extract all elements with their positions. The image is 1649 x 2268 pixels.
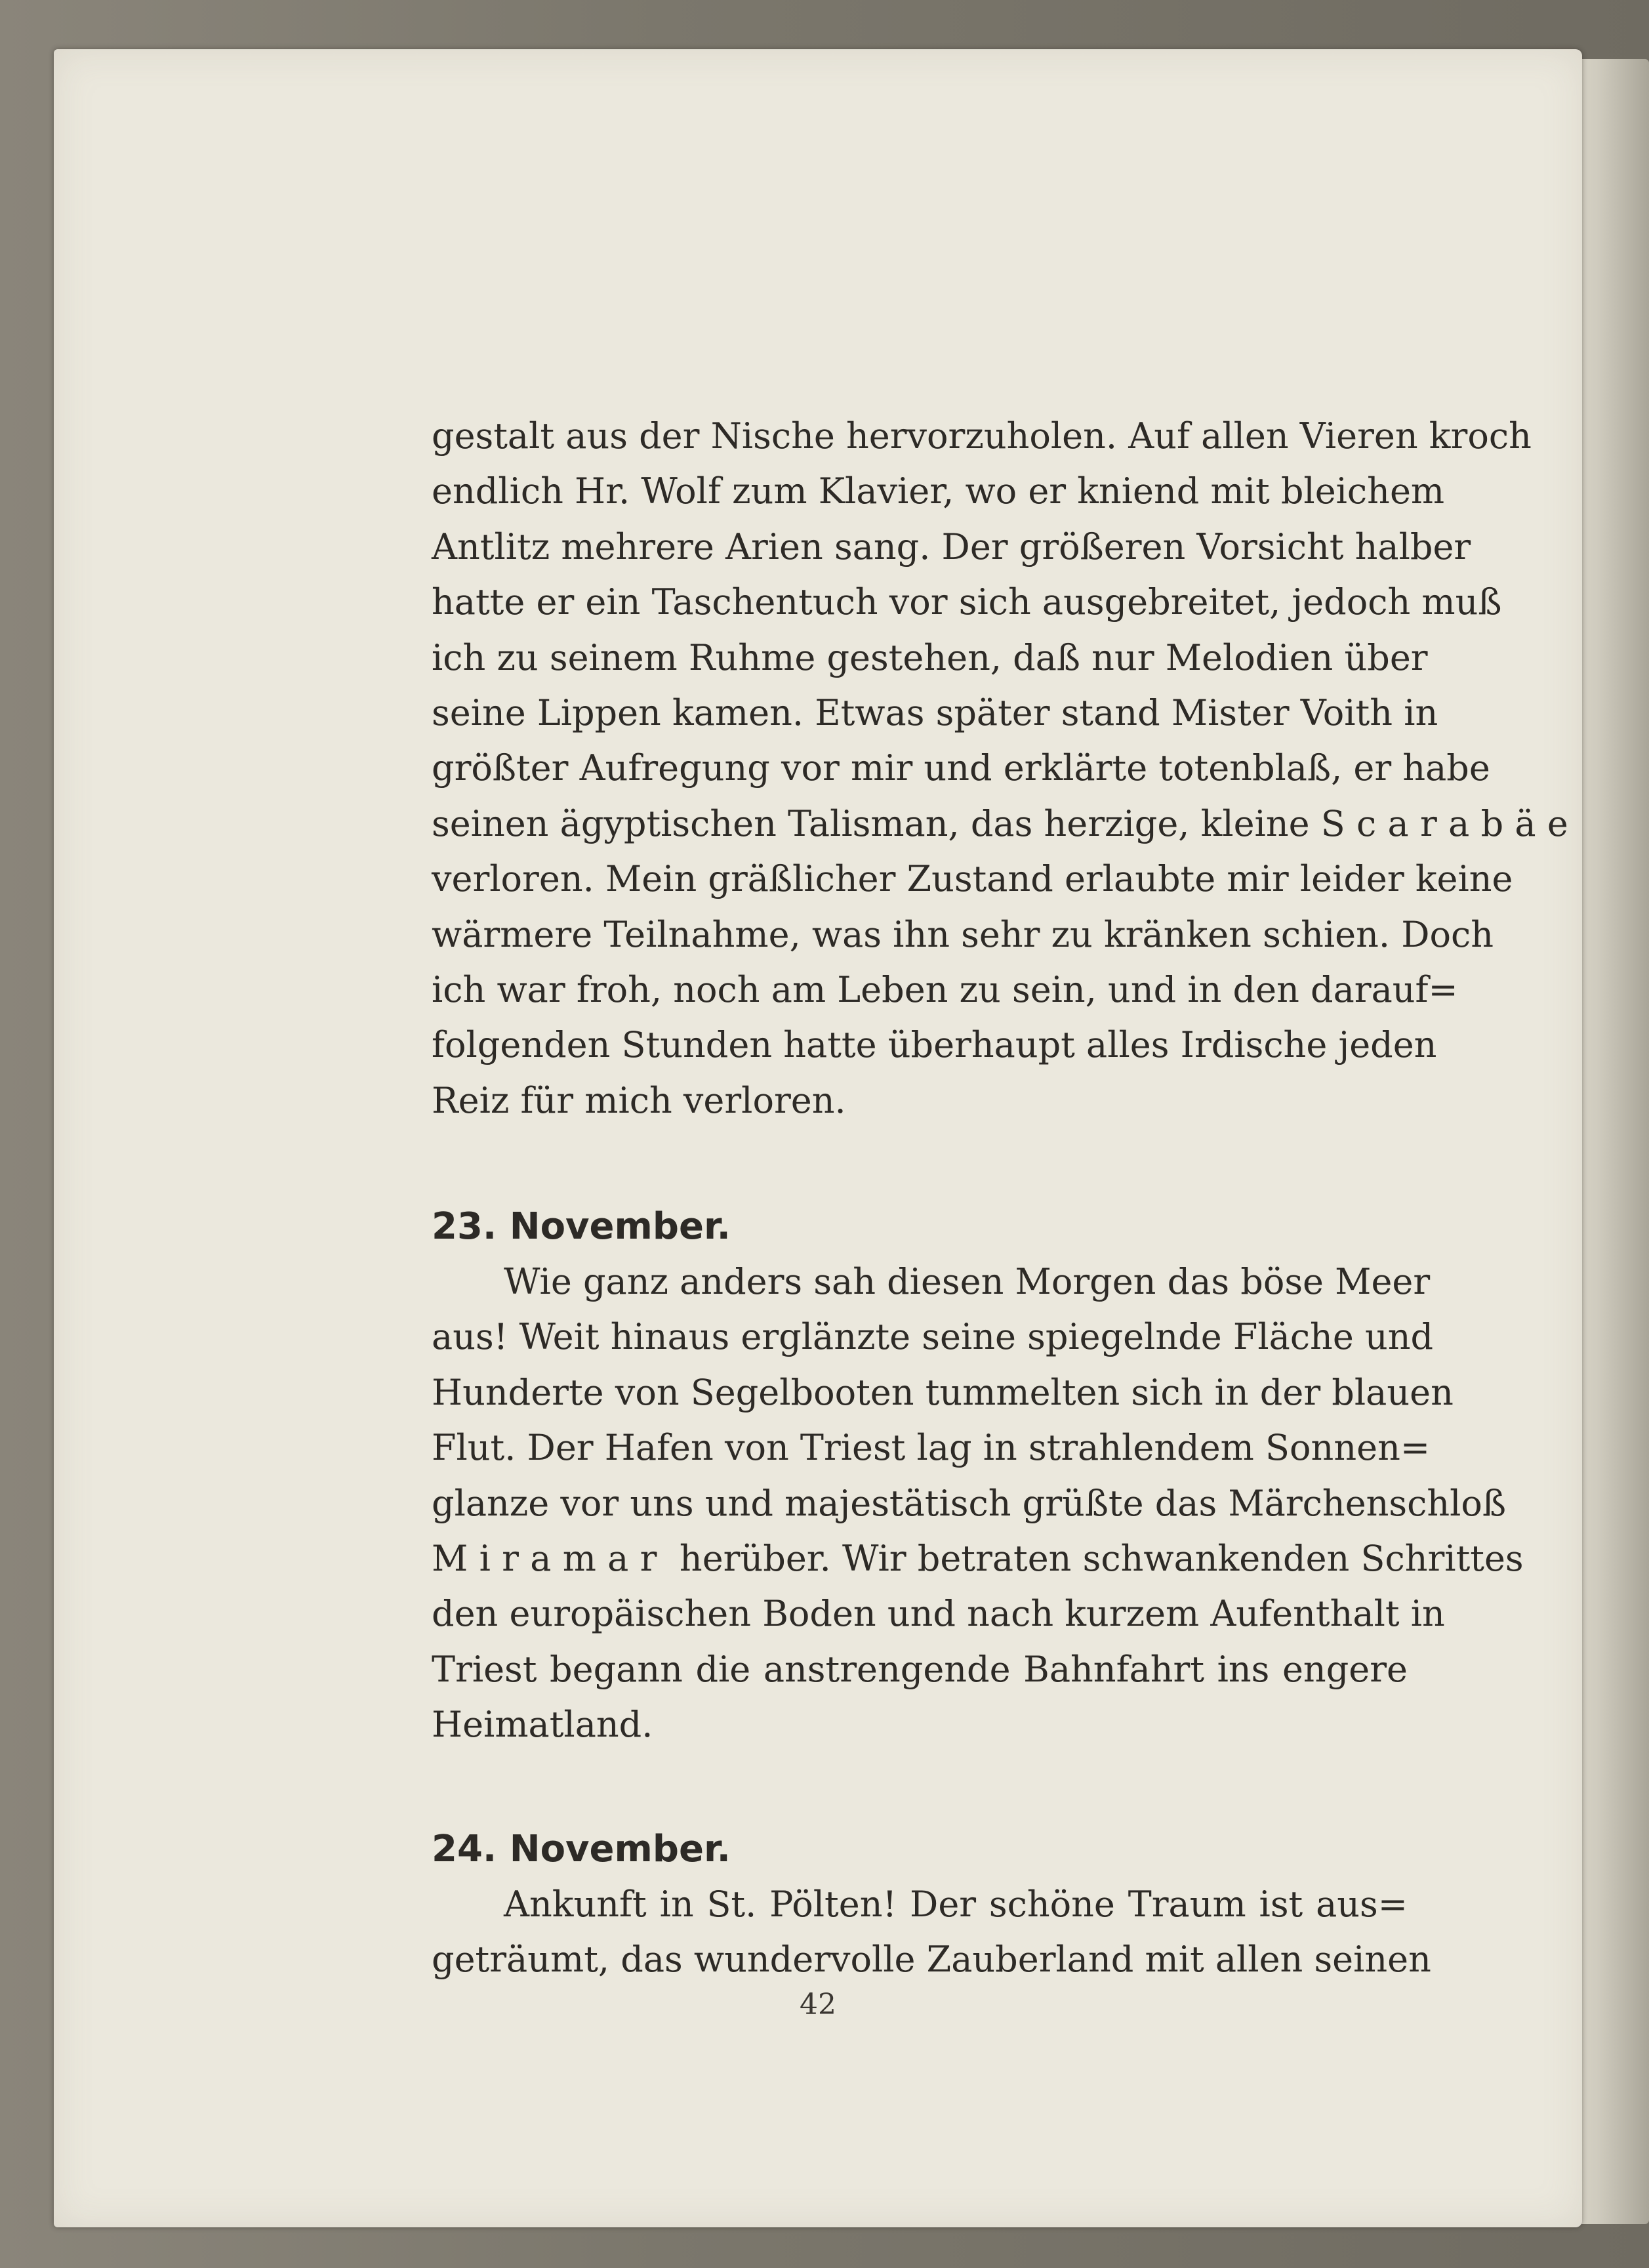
- spaced-word: Scarabäe: [1320, 802, 1580, 844]
- text-line: Heimatland.: [432, 1704, 653, 1746]
- text-line: ich zu seinem Ruhme gestehen, daß nur Melodien über: [432, 636, 1428, 678]
- section-heading: 23. November.: [432, 1205, 731, 1248]
- text-line: geträumt, das wundervolle Zauberland mit allen seinen: [432, 1938, 1431, 1980]
- text-line: größter Aufregung vor mir und erklärte totenblaß, er habe: [432, 747, 1490, 789]
- book-page: [54, 49, 1582, 2227]
- text-line: Hunderte von Segelbooten tummelten sich in der blauen: [432, 1371, 1454, 1413]
- body-text: [432, 409, 1580, 1987]
- text-line: Reiz für mich verloren.: [432, 1079, 846, 1121]
- paragraph-2: [432, 1254, 1524, 1753]
- text-line: [432, 1531, 1524, 1586]
- paragraph-1: [432, 409, 1580, 1128]
- text-line: seine Lippen kamen. Etwas später stand Mister Voith in: [432, 691, 1438, 733]
- text-segment: herüber. Wir betraten schwankenden Schrittes: [679, 1538, 1524, 1580]
- text-line: hatte er ein Taschentuch vor sich ausgebreitet, jedoch muß: [432, 581, 1502, 623]
- text-line: glanze vor uns und majestätisch grüßte das Märchenschloß: [432, 1482, 1507, 1524]
- page-number: 42: [800, 1988, 836, 2021]
- text-line: Triest begann die anstrengende Bahnfahrt ins engere: [432, 1648, 1408, 1690]
- text-line: aus! Weit hinaus erglänzte seine spiegelnde Fläche und: [432, 1316, 1434, 1358]
- text-line: wärmere Teilnahme, was ihn sehr zu kränken schien. Doch: [432, 913, 1494, 955]
- section-heading: 24. November.: [432, 1827, 731, 1870]
- spaced-word: Miramar: [432, 1538, 668, 1580]
- text-line: folgenden Stunden hatte überhaupt alles Irdische jeden: [432, 1024, 1437, 1066]
- text-line: [432, 796, 1580, 852]
- text-line: verloren. Mein gräßlicher Zustand erlaubte mir leider keine: [432, 858, 1513, 900]
- text-line: endlich Hr. Wolf zum Klavier, wo er kniend mit bleichem: [432, 470, 1445, 512]
- text-segment: seinen ägyptischen Talisman, das herzige, kleine: [432, 802, 1310, 844]
- text-line: Ankunft in St. Pölten! Der schöne Traum ist aus=: [504, 1883, 1408, 1925]
- text-line: Antlitz mehrere Arien sang. Der größeren Vorsicht halber: [432, 526, 1471, 567]
- text-line: Wie ganz anders sah diesen Morgen das böse Meer: [504, 1261, 1431, 1303]
- text-line: gestalt aus der Nische hervorzuholen. Auf allen Vieren kroch: [432, 415, 1532, 457]
- text-line: ich war froh, noch am Leben zu sein, und in den darauf=: [432, 968, 1458, 1010]
- paragraph-3: [432, 1877, 1431, 1988]
- text-line: Flut. Der Hafen von Triest lag in strahlendem Sonnen=: [432, 1427, 1431, 1469]
- text-line: den europäischen Boden und nach kurzem Aufenthalt in: [432, 1593, 1445, 1635]
- next-page-edge: [1571, 59, 1649, 2224]
